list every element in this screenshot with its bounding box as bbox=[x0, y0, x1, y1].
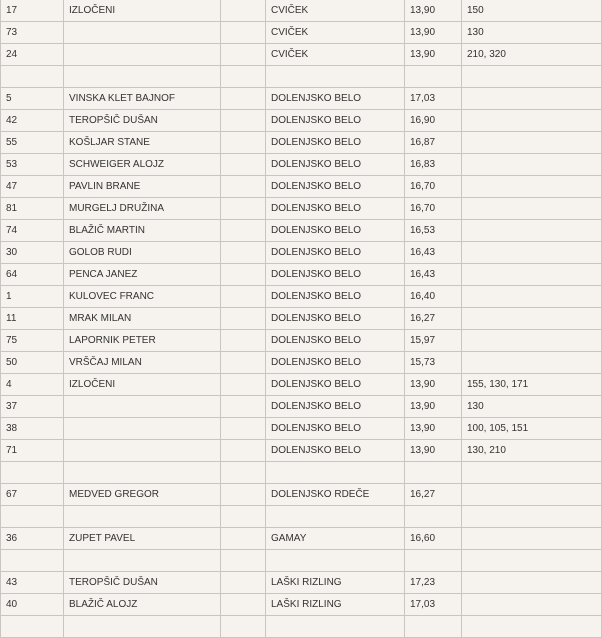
separator-row bbox=[0, 506, 602, 528]
note-cell bbox=[462, 308, 602, 330]
entry-number-cell: 30 bbox=[0, 242, 64, 264]
separator-row bbox=[0, 66, 602, 88]
entry-number-cell bbox=[0, 616, 64, 638]
spacer-cell bbox=[221, 616, 266, 638]
table-row bbox=[0, 528, 602, 550]
producer-cell: SCHWEIGER ALOJZ bbox=[64, 154, 221, 176]
note-cell bbox=[462, 242, 602, 264]
table-row bbox=[0, 484, 602, 506]
score-cell: 16,70 bbox=[405, 198, 462, 220]
wine-type-cell: DOLENJSKO BELO bbox=[266, 110, 405, 132]
spacer-cell bbox=[221, 132, 266, 154]
note-cell bbox=[462, 528, 602, 550]
spacer-cell bbox=[221, 506, 266, 528]
spacer-cell bbox=[221, 110, 266, 132]
spacer-cell bbox=[221, 154, 266, 176]
note-cell bbox=[462, 506, 602, 528]
producer-cell bbox=[64, 44, 221, 66]
score-cell: 16,70 bbox=[405, 176, 462, 198]
entry-number-cell: 74 bbox=[0, 220, 64, 242]
note-cell bbox=[462, 110, 602, 132]
note-cell bbox=[462, 132, 602, 154]
score-cell: 16,53 bbox=[405, 220, 462, 242]
table-row bbox=[0, 110, 602, 132]
spacer-cell bbox=[221, 462, 266, 484]
producer-cell: KULOVEC FRANC bbox=[64, 286, 221, 308]
producer-cell: LAPORNIK PETER bbox=[64, 330, 221, 352]
wine-type-cell bbox=[266, 616, 405, 638]
score-cell bbox=[405, 462, 462, 484]
entry-number-cell: 55 bbox=[0, 132, 64, 154]
score-cell bbox=[405, 550, 462, 572]
score-cell: 15,73 bbox=[405, 352, 462, 374]
spacer-cell bbox=[221, 528, 266, 550]
wine-type-cell: DOLENJSKO BELO bbox=[266, 176, 405, 198]
note-cell: 130 bbox=[462, 396, 602, 418]
wine-type-cell: DOLENJSKO BELO bbox=[266, 198, 405, 220]
table-row bbox=[0, 132, 602, 154]
spacer-cell bbox=[221, 308, 266, 330]
wine-type-cell: DOLENJSKO BELO bbox=[266, 396, 405, 418]
note-cell bbox=[462, 330, 602, 352]
entry-number-cell: 50 bbox=[0, 352, 64, 374]
entry-number-cell: 17 bbox=[0, 0, 64, 22]
note-cell bbox=[462, 66, 602, 88]
entry-number-cell: 81 bbox=[0, 198, 64, 220]
wine-type-cell: GAMAY bbox=[266, 528, 405, 550]
wine-type-cell bbox=[266, 506, 405, 528]
score-cell: 17,03 bbox=[405, 88, 462, 110]
note-cell bbox=[462, 264, 602, 286]
score-cell: 16,27 bbox=[405, 308, 462, 330]
score-cell: 16,27 bbox=[405, 484, 462, 506]
score-cell: 13,90 bbox=[405, 22, 462, 44]
producer-cell: GOLOB RUDI bbox=[64, 242, 221, 264]
spacer-cell bbox=[221, 220, 266, 242]
table-row bbox=[0, 352, 602, 374]
producer-cell bbox=[64, 396, 221, 418]
spacer-cell bbox=[221, 396, 266, 418]
table-row bbox=[0, 330, 602, 352]
note-cell: 210, 320 bbox=[462, 44, 602, 66]
note-cell bbox=[462, 176, 602, 198]
entry-number-cell: 4 bbox=[0, 374, 64, 396]
score-cell: 13,90 bbox=[405, 374, 462, 396]
producer-cell: IZLOČENI bbox=[64, 0, 221, 22]
producer-cell bbox=[64, 462, 221, 484]
score-cell: 17,03 bbox=[405, 594, 462, 616]
producer-cell: VINSKA KLET BAJNOF bbox=[64, 88, 221, 110]
wine-type-cell: DOLENJSKO BELO bbox=[266, 220, 405, 242]
wine-type-cell: DOLENJSKO BELO bbox=[266, 374, 405, 396]
note-cell bbox=[462, 352, 602, 374]
note-cell bbox=[462, 198, 602, 220]
spacer-cell bbox=[221, 176, 266, 198]
table-row bbox=[0, 0, 602, 22]
entry-number-cell bbox=[0, 66, 64, 88]
producer-cell: BLAŽIČ MARTIN bbox=[64, 220, 221, 242]
entry-number-cell: 73 bbox=[0, 22, 64, 44]
table-row bbox=[0, 286, 602, 308]
wine-type-cell: LAŠKI RIZLING bbox=[266, 572, 405, 594]
score-cell: 13,90 bbox=[405, 396, 462, 418]
producer-cell bbox=[64, 22, 221, 44]
score-cell: 16,87 bbox=[405, 132, 462, 154]
score-cell: 15,97 bbox=[405, 330, 462, 352]
note-cell: 130, 210 bbox=[462, 440, 602, 462]
score-cell: 16,83 bbox=[405, 154, 462, 176]
producer-cell: PAVLIN BRANE bbox=[64, 176, 221, 198]
table-row bbox=[0, 418, 602, 440]
producer-cell bbox=[64, 440, 221, 462]
spacer-cell bbox=[221, 88, 266, 110]
table-row bbox=[0, 440, 602, 462]
table-row bbox=[0, 88, 602, 110]
wine-type-cell: DOLENJSKO BELO bbox=[266, 264, 405, 286]
wine-type-cell: DOLENJSKO BELO bbox=[266, 352, 405, 374]
spacer-cell bbox=[221, 330, 266, 352]
entry-number-cell: 40 bbox=[0, 594, 64, 616]
score-cell bbox=[405, 66, 462, 88]
wine-type-cell bbox=[266, 550, 405, 572]
table-row bbox=[0, 220, 602, 242]
table-row bbox=[0, 594, 602, 616]
score-cell bbox=[405, 616, 462, 638]
score-cell bbox=[405, 506, 462, 528]
wine-type-cell bbox=[266, 462, 405, 484]
note-cell bbox=[462, 484, 602, 506]
separator-row bbox=[0, 616, 602, 638]
note-cell bbox=[462, 154, 602, 176]
spacer-cell bbox=[221, 0, 266, 22]
spacer-cell bbox=[221, 594, 266, 616]
producer-cell: BLAŽIČ ALOJZ bbox=[64, 594, 221, 616]
note-cell bbox=[462, 616, 602, 638]
score-cell: 17,23 bbox=[405, 572, 462, 594]
wine-type-cell: DOLENJSKO BELO bbox=[266, 154, 405, 176]
entry-number-cell: 1 bbox=[0, 286, 64, 308]
producer-cell: TEROPŠIČ DUŠAN bbox=[64, 110, 221, 132]
spacer-cell bbox=[221, 22, 266, 44]
table-row bbox=[0, 154, 602, 176]
spacer-cell bbox=[221, 198, 266, 220]
table-row bbox=[0, 374, 602, 396]
wine-type-cell: DOLENJSKO BELO bbox=[266, 88, 405, 110]
table-row bbox=[0, 308, 602, 330]
entry-number-cell: 5 bbox=[0, 88, 64, 110]
wine-type-cell: DOLENJSKO BELO bbox=[266, 242, 405, 264]
score-cell: 13,90 bbox=[405, 440, 462, 462]
producer-cell bbox=[64, 418, 221, 440]
note-cell bbox=[462, 550, 602, 572]
score-cell: 16,43 bbox=[405, 264, 462, 286]
entry-number-cell bbox=[0, 462, 64, 484]
entry-number-cell: 36 bbox=[0, 528, 64, 550]
note-cell bbox=[462, 88, 602, 110]
note-cell: 150 bbox=[462, 0, 602, 22]
wine-type-cell: DOLENJSKO BELO bbox=[266, 132, 405, 154]
producer-cell: ZUPET PAVEL bbox=[64, 528, 221, 550]
note-cell bbox=[462, 220, 602, 242]
producer-cell bbox=[64, 66, 221, 88]
note-cell: 155, 130, 171 bbox=[462, 374, 602, 396]
score-cell: 16,90 bbox=[405, 110, 462, 132]
score-cell: 13,90 bbox=[405, 418, 462, 440]
table-row bbox=[0, 198, 602, 220]
spacer-cell bbox=[221, 264, 266, 286]
producer-cell bbox=[64, 616, 221, 638]
note-cell bbox=[462, 594, 602, 616]
spacer-cell bbox=[221, 418, 266, 440]
entry-number-cell bbox=[0, 550, 64, 572]
note-cell bbox=[462, 572, 602, 594]
entry-number-cell: 67 bbox=[0, 484, 64, 506]
producer-cell: MEDVED GREGOR bbox=[64, 484, 221, 506]
table-row bbox=[0, 264, 602, 286]
spacer-cell bbox=[221, 484, 266, 506]
table-row bbox=[0, 176, 602, 198]
entry-number-cell bbox=[0, 506, 64, 528]
wine-type-cell: CVIČEK bbox=[266, 22, 405, 44]
entry-number-cell: 38 bbox=[0, 418, 64, 440]
score-cell: 16,60 bbox=[405, 528, 462, 550]
table-row bbox=[0, 22, 602, 44]
wine-type-cell: DOLENJSKO BELO bbox=[266, 308, 405, 330]
spacer-cell bbox=[221, 286, 266, 308]
score-cell: 16,40 bbox=[405, 286, 462, 308]
score-cell: 13,90 bbox=[405, 44, 462, 66]
spacer-cell bbox=[221, 44, 266, 66]
entry-number-cell: 24 bbox=[0, 44, 64, 66]
producer-cell: KOŠLJAR STANE bbox=[64, 132, 221, 154]
wine-type-cell: DOLENJSKO BELO bbox=[266, 286, 405, 308]
producer-cell bbox=[64, 506, 221, 528]
note-cell bbox=[462, 462, 602, 484]
table-row bbox=[0, 396, 602, 418]
entry-number-cell: 37 bbox=[0, 396, 64, 418]
entry-number-cell: 53 bbox=[0, 154, 64, 176]
producer-cell: PENCA JANEZ bbox=[64, 264, 221, 286]
producer-cell: IZLOČENI bbox=[64, 374, 221, 396]
producer-cell bbox=[64, 550, 221, 572]
entry-number-cell: 75 bbox=[0, 330, 64, 352]
spacer-cell bbox=[221, 66, 266, 88]
producer-cell: MURGELJ DRUŽINA bbox=[64, 198, 221, 220]
wine-type-cell bbox=[266, 66, 405, 88]
wine-type-cell: LAŠKI RIZLING bbox=[266, 594, 405, 616]
wine-type-cell: DOLENJSKO BELO bbox=[266, 418, 405, 440]
table-row bbox=[0, 572, 602, 594]
score-cell: 16,43 bbox=[405, 242, 462, 264]
score-cell: 13,90 bbox=[405, 0, 462, 22]
spacer-cell bbox=[221, 440, 266, 462]
wine-type-cell: DOLENJSKO RDEČE bbox=[266, 484, 405, 506]
wine-type-cell: DOLENJSKO BELO bbox=[266, 330, 405, 352]
producer-cell: VRŠČAJ MILAN bbox=[64, 352, 221, 374]
entry-number-cell: 43 bbox=[0, 572, 64, 594]
table-row bbox=[0, 242, 602, 264]
entry-number-cell: 42 bbox=[0, 110, 64, 132]
spacer-cell bbox=[221, 374, 266, 396]
entry-number-cell: 71 bbox=[0, 440, 64, 462]
separator-row bbox=[0, 462, 602, 484]
note-cell: 100, 105, 151 bbox=[462, 418, 602, 440]
spacer-cell bbox=[221, 572, 266, 594]
wine-type-cell: DOLENJSKO BELO bbox=[266, 440, 405, 462]
wine-type-cell: CVIČEK bbox=[266, 44, 405, 66]
entry-number-cell: 11 bbox=[0, 308, 64, 330]
note-cell bbox=[462, 286, 602, 308]
entry-number-cell: 47 bbox=[0, 176, 64, 198]
producer-cell: MRAK MILAN bbox=[64, 308, 221, 330]
note-cell: 130 bbox=[462, 22, 602, 44]
producer-cell: TEROPŠIČ DUŠAN bbox=[64, 572, 221, 594]
table-row bbox=[0, 44, 602, 66]
separator-row bbox=[0, 550, 602, 572]
spacer-cell bbox=[221, 352, 266, 374]
wine-type-cell: CVIČEK bbox=[266, 0, 405, 22]
spacer-cell bbox=[221, 242, 266, 264]
entry-number-cell: 64 bbox=[0, 264, 64, 286]
spacer-cell bbox=[221, 550, 266, 572]
